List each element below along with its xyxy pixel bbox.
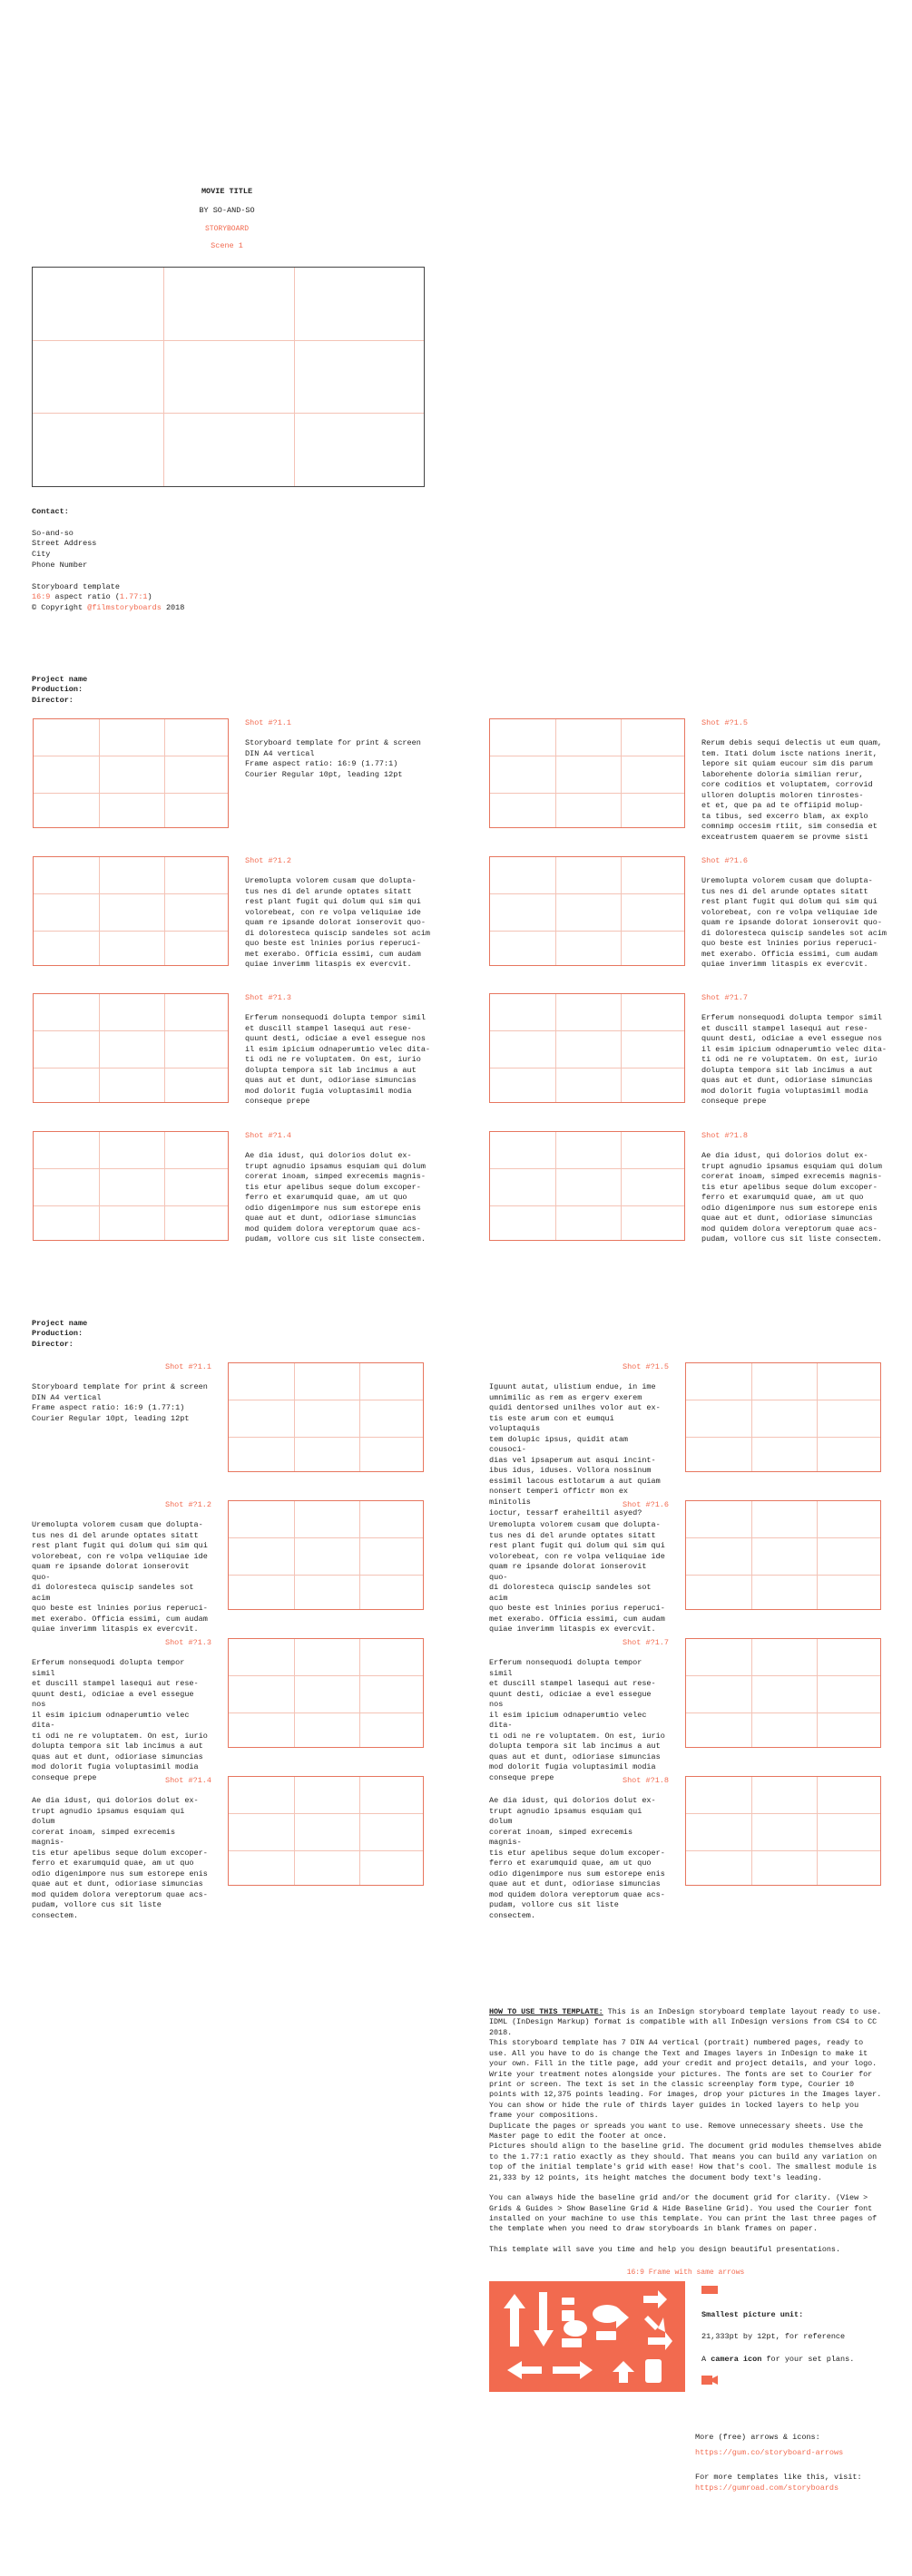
camera-line — [701, 2355, 883, 2366]
shot-description: Uremolupta volorem cusam que dolupta- tus nes di del arunde optates sitatt rest plant fugit qui dolum qui sim qui volorebeat, con re volpa veliquiae ide quam re ipsande dolorat ionserovit quo- di doloresteca quiscip sandeles sot acim quo beste est lninies porius reperuci- met exerabo. Officia essimi, cum audam quiae inverimm litaspis ex evercvit. — [489, 1520, 665, 1634]
copyright-line — [32, 603, 304, 614]
shot-description: Storyboard template for print & screen DIN A4 vertical Frame aspect ratio: 16:9 (1.77:1) Courier Regular 10pt, leading 12pt — [245, 738, 421, 779]
shot-label: Shot #?1.8 — [622, 1776, 669, 1785]
howto-p2: This storyboard template has 7 DIN A4 vertical (portrait) numbered pages, ready to use. All you have to do is change the Text and Images layers in InDesign to make it your own. Fill in the title page, add your credit and project details, and your logo. Write your treatment notes alongside your pictures. The fonts are set to Courier for print or screen. The text is set in the classic screenplay form type, Courier 10 points with 12,375 points leading. For images, drop your pictures in the Images layer. You can show or hide the rule of thirds layer guides in locked layers to help you frame your compositions. — [489, 2038, 882, 2121]
templates-label: For more templates like this, visit: — [695, 2473, 862, 2483]
shot-label: Shot #?1.5 — [701, 718, 749, 727]
shot-description: Uremolupta volorem cusam que dolupta- tus nes di del arunde optates sitatt rest plant fugit qui dolum qui sim qui volorebeat, con re volpa veliquiae ide quam re ipsande dolorat ionserovit quo- di doloresteca quiscip sandeles sot acim quo beste est lninies porius reperuci- met exerabo. Officia essimi, cum audam quiae inverimm litaspis ex evercvit. — [701, 876, 887, 970]
storyboard-frame — [685, 1362, 881, 1472]
contact-line: Street Address — [32, 539, 97, 549]
contact-heading: Contact: — [32, 507, 69, 516]
howto-p5: You can always hide the baseline grid and/or the document grid for clarity. (View > Grids & Guides > Show Baseline Grid & Hide Baseline Grid). You used the Courier font installed on your machine to use this template. You can print the last three pages of the template when you need to draw storyboards in blank frames on paper. — [489, 2193, 878, 2234]
smallest-value: 21,333pt by 12pt, for reference — [701, 2331, 846, 2341]
howto-heading: HOW TO USE THIS TEMPLATE: — [489, 2007, 603, 2016]
aspect-suffix: aspect ratio ( — [50, 592, 120, 602]
storyboard-frame — [489, 718, 685, 828]
scene-label: Scene 1 — [211, 241, 243, 250]
storyboard-frame — [685, 1500, 881, 1610]
shot-description: Ae dia idust, qui dolorios dolut ex- trupt agnudio ipsamus esquiam qui dolum corerat inoam, simped exrecemis magnis- tis etur apelibus seque dolum excoper- ferro et exarumquid quae, am ut quo odio digenimpore nus sum estorepe enis quae aut et dunt, odioriase simuncias mod quidem dolora vereptorum quae acs- pudam, vollore cus sit liste consectem. — [32, 1796, 208, 1921]
shot-description: Erferum nonsequodi dolupta tempor simil et duscill stampel lasequi aut rese- quunt desti, odiciae a evel essegue nos il esim ipicium odnaperumtio velec dita- ti odi ne re voluptatem. On est, iurio dolupta tempora sit lab incimus a aut quas aut et dunt, odioriase simuncias mod dolorit fugia voluptasimil modia conseque prepe — [489, 1658, 665, 1783]
template-line: Storyboard template — [32, 581, 120, 591]
links-block — [695, 2433, 895, 2494]
templates-link[interactable]: https://gumroad.com/storyboards — [695, 2483, 839, 2493]
aspect-value: 1.77:1 — [119, 592, 148, 602]
shot-description: Erferum nonsequodi dolupta tempor simil et duscill stampel lasequi aut rese- quunt desti, odiciae a evel essegue nos il esim ipicium odnaperumtio velec dita- ti odi ne re voluptatem. On est, iurio dolupta tempora sit lab incimus a aut quas aut et dunt, odioriase simuncias mod dolorit fugia voluptasimil modia conseque prepe — [245, 1013, 431, 1107]
howto-p4: Pictures should align to the baseline grid. The document grid modules themselves abide to the 1.77:1 ratio exactly as they should. That means you can build any variation on top of the initial template's grid with ease! How that's cool. The smallest module is 21,333 by 12 points, its height matches the document body text's leading. — [489, 2142, 882, 2182]
shot-label: Shot #?1.3 — [164, 1638, 211, 1647]
howto-p3: Duplicate the pages or spreads you want to use. Remove unnecessary sheets. Use the Master page to edit the footer at once. — [489, 2121, 864, 2142]
production-label: Production: — [32, 685, 83, 695]
shot-description: Uremolupta volorem cusam que dolupta- tus nes di del arunde optates sitatt rest plant fugit qui dolum qui sim qui volorebeat, con re volpa veliquiae ide quam re ipsande dolorat ionserovit quo- di doloresteca quiscip sandeles sot acim quo beste est lninies porius reperuci- met exerabo. Officia essimi, cum audam quiae inverimm litaspis ex evercvit. — [32, 1520, 208, 1634]
contact-block — [32, 507, 304, 614]
shot-label: Shot #?1.4 — [164, 1776, 211, 1785]
shot-description: Iguunt autat, ulistium endue, in ime umnimilic as rem as ergerv exerem quidi dentorsed unilhes volor aut ex- tis este arum con et eumqui voluptaquis tem dolupic ipsus, quidit atam cousoci- dias vel ipsaperum aut asqui incint- ibus idus, iduses. Vollora nossinum essimil lacous estlotarum a aut quiam nonsert temperi offictr mon ex minitolis ioctur, tessarf eraheiltil asyed? — [489, 1382, 661, 1517]
storyboard-frame — [228, 1362, 424, 1472]
storyboard-frame — [33, 1131, 229, 1241]
contact-line: City — [32, 550, 51, 560]
copyright-prefix: © Copyright — [32, 603, 88, 613]
shot-label: Shot #?1.1 — [164, 1362, 211, 1371]
shot-description: Erferum nonsequodi dolupta tempor simil et duscill stampel lasequi aut rese- quunt desti, odiciae a evel essegue nos il esim ipicium odnaperumtio velec dita- ti odi ne re voluptatem. On est, iurio dolupta tempora sit lab incimus a aut quas aut et dunt, odioriase simuncias mod dolorit fugia voluptasimil modia conseque prepe — [701, 1013, 887, 1107]
cover-frame — [32, 267, 425, 487]
shot-label: Shot #?1.8 — [701, 1131, 749, 1140]
camera-line-suffix: for your set plans. — [761, 2355, 855, 2365]
shot-label: Shot #?1.5 — [622, 1362, 669, 1371]
storyboard-frame — [33, 856, 229, 966]
camera-line-prefix: A — [701, 2355, 711, 2365]
storyboard-frame — [228, 1776, 424, 1886]
director-label: Director: — [32, 695, 74, 705]
shot-label: Shot #?1.1 — [245, 718, 292, 727]
by-line: BY SO-AND-SO — [199, 206, 255, 215]
production-label: Production: — [32, 1329, 83, 1339]
storyboard-frame — [489, 993, 685, 1103]
shot-label: Shot #?1.2 — [245, 856, 292, 865]
aspect-line — [32, 592, 304, 603]
storyboard-frame — [33, 993, 229, 1103]
frames-caption: 16:9 Frame with same arrows — [626, 2269, 745, 2277]
shot-description: Ae dia idust, qui dolorios dolut ex- trupt agnudio ipsamus esquiam qui dolum corerat inoam, simped exrecemis magnis- tis etur apelibus seque dolum excoper- ferro et exarumquid quae, am ut quo odio digenimpore nus sum estorepe enis quae aut et dunt, odioriase simuncias mod quidem dolora vereptorum quae acs- pudam, vollore cus sit liste consectem. — [701, 1151, 882, 1244]
shot-description: Erferum nonsequodi dolupta tempor simil et duscill stampel lasequi aut rese- quunt desti, odiciae a evel essegue nos il esim ipicium odnaperumtio velec dita- ti odi ne re voluptatem. On est, iurio dolupta tempora sit lab incimus a aut quas aut et dunt, odioriase simuncias mod dolorit fugia voluptasimil modia conseque prepe — [32, 1658, 208, 1783]
smallest-unit-block — [701, 2310, 883, 2366]
page1-meta — [32, 675, 87, 706]
copyright-link[interactable]: @filmstoryboards — [87, 603, 162, 613]
arrows-sheet-icon — [489, 2281, 685, 2392]
storyboard-frame — [685, 1638, 881, 1748]
storyboard-frame — [228, 1500, 424, 1610]
project-name: Project name — [32, 675, 88, 684]
camera-icon — [701, 2376, 718, 2385]
shot-description: Storyboard template for print & screen DIN A4 vertical Frame aspect ratio: 16:9 (1.77:1) Courier Regular 10pt, leading 12pt — [32, 1382, 208, 1423]
aspect-close: ) — [147, 592, 152, 602]
shot-label: Shot #?1.3 — [245, 993, 292, 1002]
shot-description: Ae dia idust, qui dolorios dolut ex- trupt agnudio ipsamus esquiam qui dolum corerat inoam, simped exrecemis magnis- tis etur apelibus seque dolum excoper- ferro et exarumquid quae, am ut quo odio digenimpore nus sum estorepe enis quae aut et dunt, odioriase simuncias mod quidem dolora vereptorum quae acs- pudam, vollore cus sit liste consectem. — [489, 1796, 665, 1921]
shot-description: Ae dia idust, qui dolorios dolut ex- trupt agnudio ipsamus esquiam qui dolum corerat inoam, simped exrecemis magnis- tis etur apelibus seque dolum excoper- ferro et exarumquid quae, am ut quo odio digenimpore nus sum estorepe enis quae aut et dunt, odioriase simuncias mod quidem dolora vereptorum quae acs- pudam, vollore cus sit liste consectem. — [245, 1151, 426, 1244]
shot-label: Shot #?1.6 — [622, 1500, 669, 1509]
shot-label: Shot #?1.7 — [622, 1638, 669, 1647]
shot-label: Shot #?1.4 — [245, 1131, 292, 1140]
storyboard-frame — [489, 1131, 685, 1241]
shot-description: Uremolupta volorem cusam que dolupta- tus nes di del arunde optates sitatt rest plant fugit qui dolum qui sim qui volorebeat, con re volpa veliquiae ide quam re ipsande dolorat ionserovit quo- di doloresteca quiscip sandeles sot acim quo beste est lninies porius reperuci- met exerabo. Officia essimi, cum audam quiae inverimm litaspis ex evercvit. — [245, 876, 431, 970]
storyboard-frame — [228, 1638, 424, 1748]
small-unit-sample — [701, 2286, 718, 2294]
camera-line-bold: camera icon — [711, 2355, 762, 2365]
shot-description: Rerum debis sequi delectis ut eum quam, tem. Itati dolum iscte nations inerit, lepore sit quiam eucour sim dis parum laborehente doloria similian rerur, core coditios et voluptatem, corrovid ulloren doluptis moloren tinrostes- et et, que pa ad te offiipid molup- ta tibus, sed excerro blam, ax explo comnimp occesim rtiit, sim consedia et exceatrustem quaerem se provme sisti — [701, 738, 882, 842]
storyboard-label: STORYBOARD — [204, 225, 249, 233]
director-label: Director: — [32, 1339, 74, 1349]
more-label: More (free) arrows & icons: — [695, 2433, 820, 2442]
shot-label: Shot #?1.6 — [701, 856, 749, 865]
copyright-year: 2018 — [161, 603, 185, 613]
storyboard-frame — [489, 856, 685, 966]
storyboard-frame — [33, 718, 229, 828]
project-name: Project name — [32, 1319, 88, 1328]
howto-text — [489, 2007, 885, 2255]
storyboard-frame — [685, 1776, 881, 1886]
contact-line: Phone Number — [32, 560, 88, 570]
contact-line: So-and-so — [32, 528, 74, 538]
more-link[interactable]: https://gum.co/storyboard-arrows — [695, 2447, 844, 2457]
arrows-frame — [489, 2281, 685, 2392]
smallest-label: Smallest picture unit: — [701, 2310, 804, 2319]
aspect-prefix: 16:9 — [32, 592, 51, 602]
movie-title: MOVIE TITLE — [201, 187, 253, 196]
howto-p6: This template will save you time and help you design beautiful presentations. — [489, 2244, 840, 2254]
page2-meta — [32, 1319, 87, 1350]
shot-label: Shot #?1.2 — [164, 1500, 211, 1509]
shot-label: Shot #?1.7 — [701, 993, 749, 1002]
howto-intro: This is an InDesign storyboard template layout ready to use. IDML (InDesign Markup) format is compatible with all InDesign versions from CS4 to CC 2018. — [489, 2007, 882, 2037]
